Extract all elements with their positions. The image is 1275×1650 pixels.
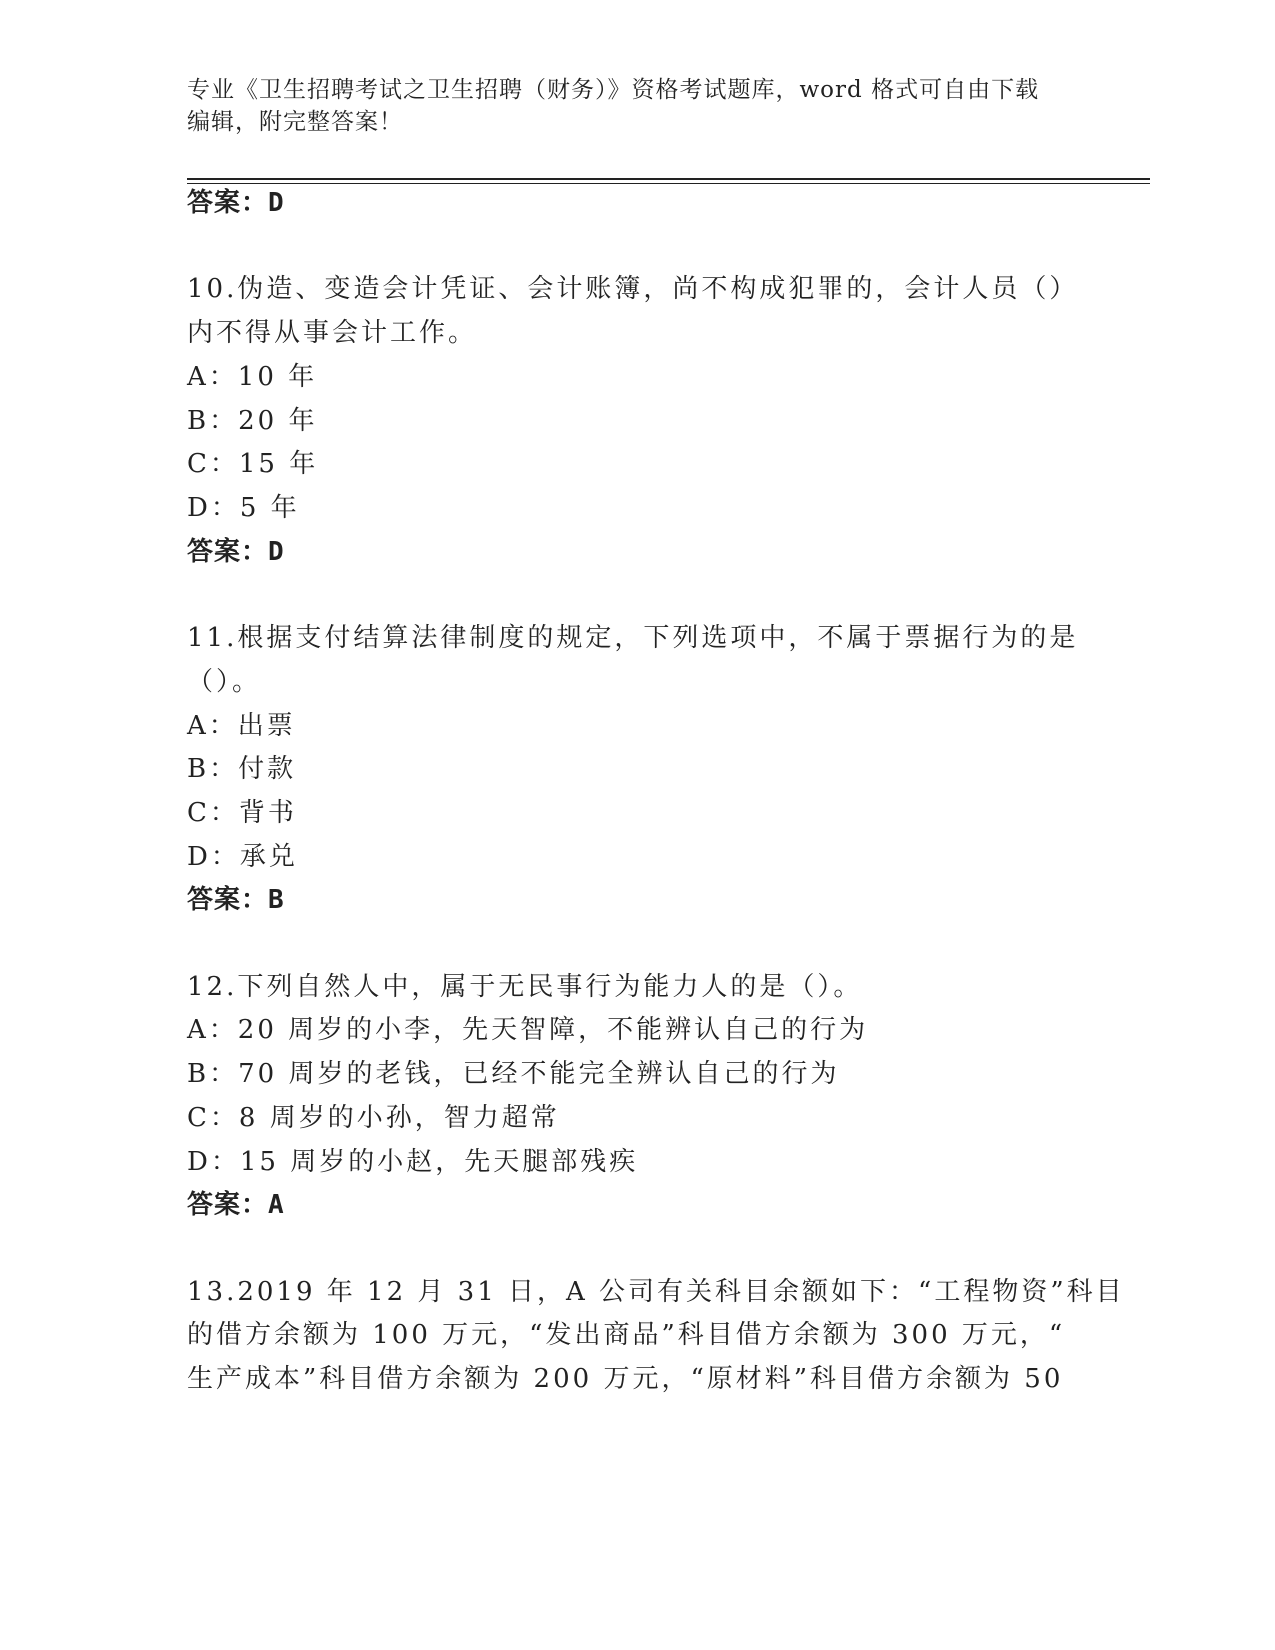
q12-option-a: A：20 周岁的小李，先天智障，不能辨认自己的行为	[187, 1015, 869, 1045]
q11-answer: 答案：B	[187, 885, 285, 915]
q10-stem-line-1: 10.伪造、变造会计凭证、会计账簿，尚不构成犯罪的，会计人员（）	[187, 274, 1079, 304]
q12-option-d: D：15 周岁的小赵，先天腿部残疾	[187, 1147, 639, 1177]
q11-option-c: C：背书	[187, 798, 297, 828]
q12-option-c: C：8 周岁的小孙，智力超常	[187, 1103, 560, 1133]
q11-option-a: A：出票	[187, 711, 296, 741]
q10-option-a: A：10 年	[187, 362, 318, 392]
q11-option-b: B：付款	[187, 754, 297, 784]
q10-stem-line-2: 内不得从事会计工作。	[187, 318, 478, 348]
header-line-2: 编辑，附完整答案！	[187, 109, 403, 135]
q10-option-b: B：20 年	[187, 406, 318, 436]
q10-option-c: C：15 年	[187, 449, 319, 479]
header-divider-thin	[187, 183, 1150, 184]
answer-previous: 答案：D	[187, 188, 285, 218]
header-divider-thick	[187, 178, 1150, 180]
q12-option-b: B：70 周岁的老钱，已经不能完全辨认自己的行为	[187, 1059, 840, 1089]
q11-stem-line-1: 11.根据支付结算法律制度的规定，下列选项中，不属于票据行为的是	[187, 623, 1079, 653]
q12-stem-line-1: 12.下列自然人中，属于无民事行为能力人的是（）。	[187, 972, 863, 1002]
header-line-1: 专业《卫生招聘考试之卫生招聘（财务）》资格考试题库，word 格式可自由下载	[187, 77, 1040, 103]
q12-answer: 答案：A	[187, 1190, 285, 1220]
q11-stem-line-2: （）。	[187, 667, 262, 697]
q11-option-d: D：承兑	[187, 842, 298, 872]
q13-stem-line-3: 生产成本”科目借方余额为 200 万元，“原材料”科目借方余额为 50	[187, 1364, 1064, 1394]
q10-option-d: D：5 年	[187, 493, 300, 523]
q13-stem-line-1: 13.2019 年 12 月 31 日，A 公司有关科目余额如下：“工程物资”科目	[187, 1277, 1125, 1307]
q13-stem-line-2: 的借方余额为 100 万元，“发出商品”科目借方余额为 300 万元，“	[187, 1320, 1066, 1350]
document-header	[187, 74, 1087, 138]
q10-answer: 答案：D	[187, 537, 285, 567]
